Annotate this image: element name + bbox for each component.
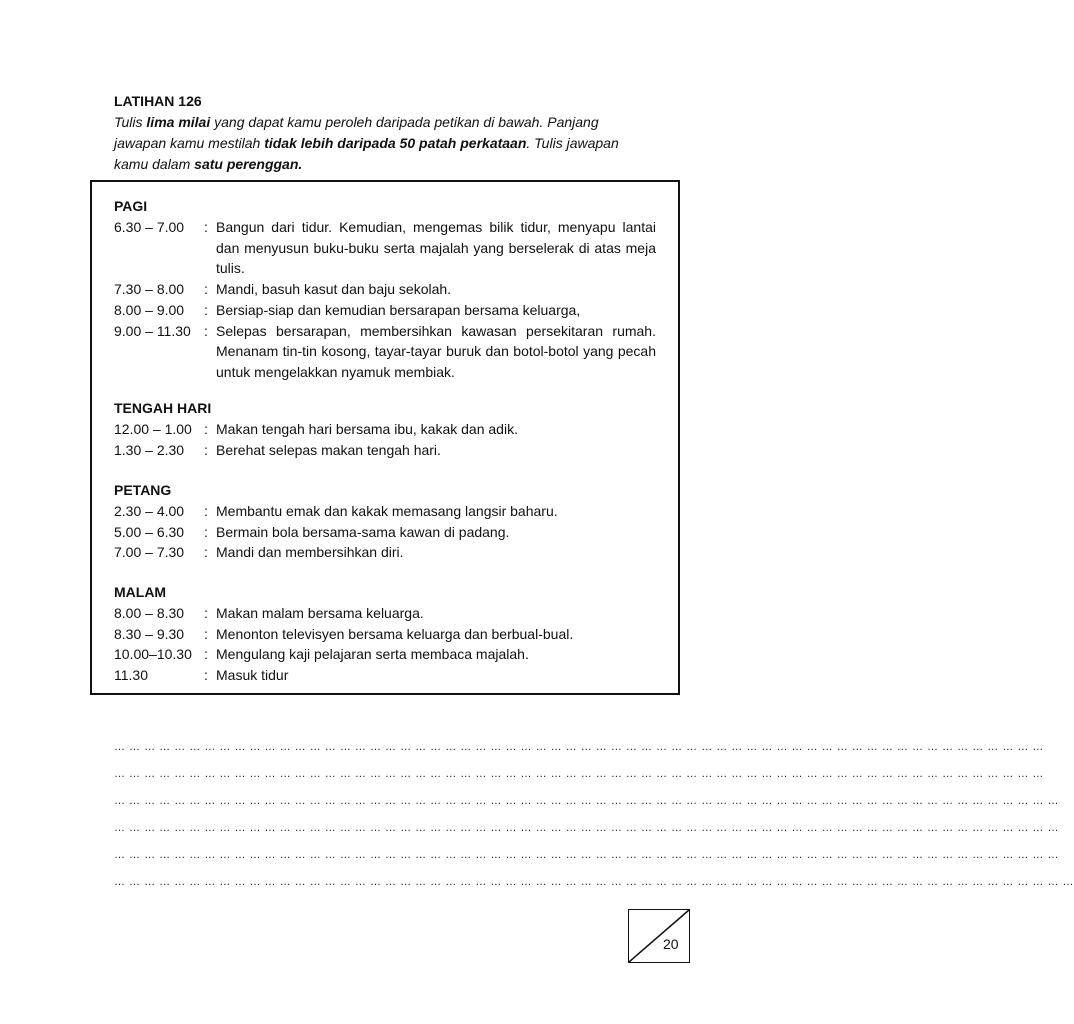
separator-colon: :: [204, 421, 208, 437]
activity-description: Bersiap-siap dan kemudian bersarapan bersama keluarga,: [216, 301, 581, 318]
instruction-emphasis: lima milai: [146, 114, 211, 130]
schedule-row: [114, 217, 656, 279]
schedule-row: [114, 440, 656, 461]
page-number-box: [628, 909, 690, 963]
activity-description: Berehat selepas makan tengah hari.: [216, 441, 441, 458]
separator-colon: :: [204, 544, 208, 561]
time-range: 2.30 – 4.00: [114, 503, 185, 519]
schedule-row: [114, 624, 656, 645]
time-range: 1.30 – 2.30: [114, 441, 185, 458]
answer-line[interactable]: … … … … … … … … … … … … … … … … … … … … … … … … … … … … … … … … … … … … … … … … … … … … … … … … … … … … … … … … … … … … … …: [114, 741, 1044, 753]
time-range: 9.00 – 11.30: [114, 322, 191, 339]
schedule-row: [114, 279, 656, 300]
separator-colon: :: [204, 322, 208, 339]
separator-colon: :: [204, 667, 208, 684]
activity-description: Bangun dari tidur. Kemudian, mengemas bilik tidur, menyapu lantai dan menyusun buku-buku serta majalah yang berselerak di atas meja tulis.: [216, 219, 656, 277]
activity-description: Selepas bersarapan, membersihkan kawasan persekitaran rumah. Menanam tin-tin kosong, tayar-tayar buruk dan botol-botol yang pecah untuk mengelakkan nyamuk membiak.: [216, 322, 656, 380]
separator-colon: :: [204, 646, 208, 663]
instruction-emphasis: satu perenggan.: [194, 156, 303, 172]
activity-description: Mandi, basuh kasut dan baju sekolah.: [216, 281, 452, 298]
answer-line[interactable]: … … … … … … … … … … … … … … … … … … … … … … … … … … … … … … … … … … … … … … … … … … … … … … … … … … … … … … … … … … … … … … …: [114, 849, 1059, 861]
activity-description: Makan tengah hari bersama ibu, kakak dan adik.: [216, 421, 518, 437]
separator-colon: :: [204, 301, 208, 318]
instructions: [114, 112, 654, 175]
section-title: PAGI: [114, 198, 148, 214]
section-title: PETANG: [114, 482, 172, 498]
time-range: 12.00 – 1.00: [114, 421, 192, 437]
schedule-section: [114, 582, 656, 686]
separator-colon: :: [204, 625, 208, 642]
activity-description: Masuk tidur: [216, 667, 289, 684]
section-title: TENGAH HARI: [114, 400, 212, 416]
time-range: 6.30 – 7.00: [114, 219, 185, 235]
schedule-section: [114, 480, 656, 563]
separator-colon: :: [204, 503, 208, 519]
time-range: 8.00 – 9.00: [114, 301, 185, 318]
activity-description: Bermain bola bersama-sama kawan di padang.: [216, 523, 510, 540]
time-range: 7.00 – 7.30: [114, 544, 185, 561]
answer-line[interactable]: … … … … … … … … … … … … … … … … … … … … … … … … … … … … … … … … … … … … … … … … … … … … … … … … … … … … … … … … … … … … … … …: [114, 795, 1059, 807]
schedule-section: [114, 398, 656, 460]
schedule-row: [114, 665, 656, 686]
time-range: 5.00 – 6.30: [114, 523, 185, 540]
schedule-row: [114, 644, 656, 665]
separator-colon: :: [204, 281, 208, 298]
answer-line[interactable]: … … … … … … … … … … … … … … … … … … … … … … … … … … … … … … … … … … … … … … … … … … … … … … … … … … … … … … … … … … … … … … … …: [114, 876, 1074, 888]
time-range: 10.00–10.30: [114, 646, 192, 663]
schedule-row: [114, 501, 656, 522]
schedule-row: [114, 419, 656, 440]
activity-description: Mandi dan membersihkan diri.: [216, 544, 404, 561]
activity-description: Membantu emak dan kakak memasang langsir baharu.: [216, 503, 558, 519]
schedule-row: [114, 603, 656, 624]
time-range: 8.00 – 8.30: [114, 605, 185, 621]
section-title: MALAM: [114, 584, 167, 600]
schedule-row: [114, 542, 656, 563]
separator-colon: :: [204, 605, 208, 621]
answer-line[interactable]: … … … … … … … … … … … … … … … … … … … … … … … … … … … … … … … … … … … … … … … … … … … … … … … … … … … … … … … … … … … … … … …: [114, 822, 1059, 834]
answer-line[interactable]: … … … … … … … … … … … … … … … … … … … … … … … … … … … … … … … … … … … … … … … … … … … … … … … … … … … … … … … … … … … … … …: [114, 768, 1044, 780]
schedule-row: [114, 522, 656, 543]
separator-colon: :: [204, 219, 208, 235]
activity-description: Makan malam bersama keluarga.: [216, 605, 424, 621]
diagonal-line-icon: [629, 910, 689, 962]
schedule-row: [114, 321, 656, 383]
schedule-section: [114, 196, 656, 383]
time-range: 11.30: [114, 667, 148, 684]
instruction-text: . Tulis jawapan kamu dalam: [114, 135, 619, 172]
page-number: 20: [663, 936, 679, 952]
time-range: 8.30 – 9.30: [114, 625, 185, 642]
instruction-emphasis: tidak lebih daripada 50 patah perkataan: [264, 135, 527, 151]
activity-description: Menonton televisyen bersama keluarga dan berbual-bual.: [216, 625, 574, 642]
exercise-title: LATIHAN 126: [114, 93, 202, 109]
schedule-row: [114, 300, 656, 321]
instruction-text: Tulis: [114, 114, 147, 130]
separator-colon: :: [204, 523, 208, 540]
separator-colon: :: [204, 441, 208, 458]
schedule-box: [90, 180, 680, 695]
activity-description: Mengulang kaji pelajaran serta membaca majalah.: [216, 646, 529, 663]
time-range: 7.30 – 8.00: [114, 281, 185, 298]
instruction-text: yang dapat kamu peroleh daripada petikan di bawah. Panjang jawapan kamu mestilah: [114, 114, 599, 151]
